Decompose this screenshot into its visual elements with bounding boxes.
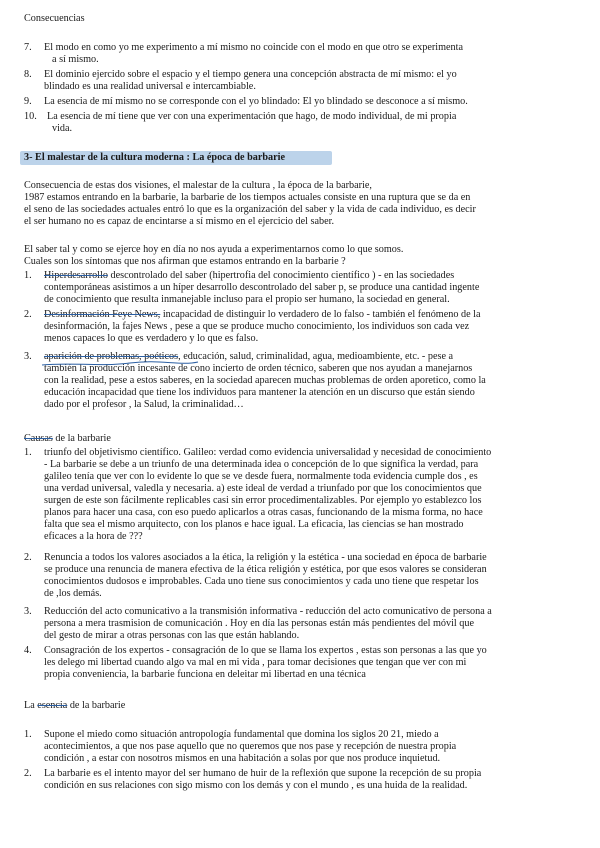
list-item-line: planos para hacer una casa, con eso puedo aplicarlos a otras casas, funcionando de la misma forma, no hace bbox=[44, 507, 483, 518]
list-item-line: con la realidad, pese a estos saberes, en la sociedad aparecen muchas problemas de orden aporetico, como la bbox=[44, 375, 486, 386]
list-item-line: Renuncia a todos los valores asociados a la ética, la religión y la estética - una sociedad en época de barbarie bbox=[44, 552, 487, 563]
list-item-line: Reducción del acto comunicativo a la transmisión informativa - reducción del acto comunicativo de persona a bbox=[44, 606, 492, 617]
paragraph-line: Consecuencia de estas dos visiones, el malestar de la cultura , la época de la barbarie, bbox=[24, 180, 372, 191]
underline-scribble-icon bbox=[40, 360, 200, 368]
struck-word: Causas bbox=[24, 433, 53, 444]
list-item-line: vida. bbox=[52, 123, 73, 134]
list-item-line bbox=[44, 270, 454, 282]
paragraph-line: el seno de las sociedades actuales entró lo que es la organización del saber y la vida de cada individuo, es decir bbox=[24, 204, 476, 215]
list-item-line: conocimientos dudosos e improbables. Cada uno tiene sus conocimientos y cada uno tiene que respetar los bbox=[44, 576, 479, 587]
list-item-line: condición , a estar con nosotros mismos en una habitación a solas por que nos produce inquietud. bbox=[44, 753, 441, 764]
list-item-line: surgen de este son fácilmente replicables casi sin error procedimentalizables. Por ejemplo yo establezco los bbox=[44, 495, 482, 506]
heading-consecuencias: Consecuencias bbox=[24, 13, 85, 24]
list-item-line: Supone el miedo como situación antropología fundamental que domina los siglos 20 21, miedo a bbox=[44, 729, 439, 740]
list-number: 1. bbox=[24, 729, 32, 740]
list-item-line: La esencia de mí mismo no se corresponde con el yo blindado: El yo blindado se desconoce a sí mismo. bbox=[44, 96, 468, 107]
list-item-line: El dominio ejercido sobre el espacio y el tiempo genera una concepción abstracta de mí mismo: el yo bbox=[44, 69, 457, 80]
list-item-line: a sí mismo. bbox=[52, 54, 99, 65]
list-number: 1. bbox=[24, 270, 32, 281]
list-item-line: contemporáneas asistimos a un híper desarrollo descontrolado del saber p, se produce una cantidad ingente bbox=[44, 282, 480, 293]
heading-esencia bbox=[24, 700, 125, 712]
list-item-line: desinformación, la fajes News , pese a que se produce mucho conocimiento, los individuos son cada vez bbox=[44, 321, 470, 332]
list-item-line: de ,los demás. bbox=[44, 588, 102, 599]
list-item-line: se produce una renuncia de manera efectiva de la ética religión y estética, por que esos valores se consideran bbox=[44, 564, 487, 575]
list-item-line: educación incapacidad que tiene los individuos para mantener la atención en un discurso que están siendo bbox=[44, 387, 475, 398]
list-number: 10. bbox=[24, 111, 37, 122]
list-number: 3. bbox=[24, 351, 32, 362]
list-item-line: una verdad universal, valedla y necesaria. a) este ideal de verdad a triunfado por que los conocimientos que bbox=[44, 483, 482, 494]
line-text: , educación, salud, criminalidad, agua, medioambiente, etc. - pese a bbox=[178, 351, 454, 362]
paragraph-line: Cuales son los síntomas que nos afirman que estamos entrando en la barbarie ? bbox=[24, 256, 346, 267]
struck-word: aparición de problemas, poéticos bbox=[44, 351, 179, 362]
heading-text: La bbox=[24, 700, 38, 711]
heading-text: de la barbarie bbox=[52, 433, 111, 444]
list-item-line: del gesto de mirar a otras personas con las que están hablando. bbox=[44, 630, 300, 641]
list-item-line: de conocimiento que resulta inmanejable incluso para el propio ser humano, la sociedad en general. bbox=[44, 294, 450, 305]
struck-word: Desinformación Feye News, bbox=[44, 309, 161, 320]
heading-text: de la barbarie bbox=[67, 700, 126, 711]
list-item-line: blindado es una realidad universal e intercambiable. bbox=[44, 81, 256, 92]
list-item-line: condición en sus relaciones con sigo mismo con los demás y con el mundo , es una huida de la realidad. bbox=[44, 780, 468, 791]
list-item-line: eficaces a la hora de ??? bbox=[44, 531, 143, 542]
list-number: 2. bbox=[24, 768, 32, 779]
list-number: 3. bbox=[24, 606, 32, 617]
list-item-line: galileo tenía que ver con lo evidente lo que se ve desde fuera, normalmente toda evidencia cumple dos , es bbox=[44, 471, 478, 482]
list-item-line bbox=[44, 309, 481, 321]
list-item-line: menos capaces lo que es verdadero y lo que es falso. bbox=[44, 333, 259, 344]
list-item-line: persona a mera trasmision de comunicación . Hoy en día las personas están más pendientes del móvil que bbox=[44, 618, 475, 629]
list-item-line: La barbarie es el intento mayor del ser humano de huir de la reflexión que supone la recepción de su propia bbox=[44, 768, 482, 779]
list-number: 8. bbox=[24, 69, 32, 80]
list-item-line: Consagración de los expertos - consagración de lo que se llama los expertos , estas son personas a las que yo bbox=[44, 645, 487, 656]
list-item-line: falta que sea el mismo arquitecto, con los planos e hace igual. La eficacia, las ciencias se han mostrado bbox=[44, 519, 464, 530]
list-item-line: triunfo del objetivismo científico. Galileo: verdad como evidencia universalidad y necesidad de conocimiento bbox=[44, 447, 492, 458]
list-item-line: dado por el profesor , la Salud, la criminalidad… bbox=[44, 399, 244, 410]
list-number: 2. bbox=[24, 552, 32, 563]
list-number: 9. bbox=[24, 96, 32, 107]
paragraph-line: el ser humano no es capaz de encintarse a sí mismo en el ejercicio del saber. bbox=[24, 216, 335, 227]
line-text: descontrolado del saber (hipertrofia del conocimiento científico ) - en las sociedades bbox=[107, 270, 455, 281]
list-number: 1. bbox=[24, 447, 32, 458]
list-number: 4. bbox=[24, 645, 32, 656]
section-title: 3- El malestar de la cultura moderna : La época de barbarie bbox=[24, 152, 285, 163]
paragraph-line: 1987 estamos entrando en la barbarie, la barbarie de los tiempos actuales consiste en una ruptura que se da en bbox=[24, 192, 471, 203]
list-item-line: también la producción incesante de cono incierto de orden técnico, saberen que nos ayudan a manejarnos bbox=[44, 363, 473, 374]
list-item-line: les delego mi libertad cuando algo va mal en mi vida , para tomar decisiones que tengan que ver con mi bbox=[44, 657, 467, 668]
list-item-line: La esencia de mí tiene que ver con una experimentación que hago, de modo individual, de mi propia bbox=[47, 111, 457, 122]
list-item-line: - La barbarie se debe a un triunfo de una determinada idea o concepción de lo que significa la verdad, para bbox=[44, 459, 479, 470]
struck-word: esencia bbox=[37, 700, 68, 711]
heading-causas bbox=[24, 433, 111, 445]
paragraph-line: El saber tal y como se ejerce hoy en día no nos ayuda a experimentarnos como lo que somos. bbox=[24, 244, 404, 255]
list-item-line: acontecimientos, a que nos pase aquello que no queremos que nos pase y recepción de nuestra propia bbox=[44, 741, 457, 752]
list-item-line: propia conveniencia, la barbarie funciona en deleitar mi libertad en una técnica bbox=[44, 669, 366, 680]
struck-word: Hiperdesarrollo bbox=[44, 270, 108, 281]
line-text: incapacidad de distinguir lo verdadero de lo falso - también el fenómeno de la bbox=[160, 309, 481, 320]
list-number: 7. bbox=[24, 42, 32, 53]
list-item-line: El modo en como yo me experimento a mí mismo no coincide con el modo en que otro se experimenta bbox=[44, 42, 463, 53]
list-number: 2. bbox=[24, 309, 32, 320]
